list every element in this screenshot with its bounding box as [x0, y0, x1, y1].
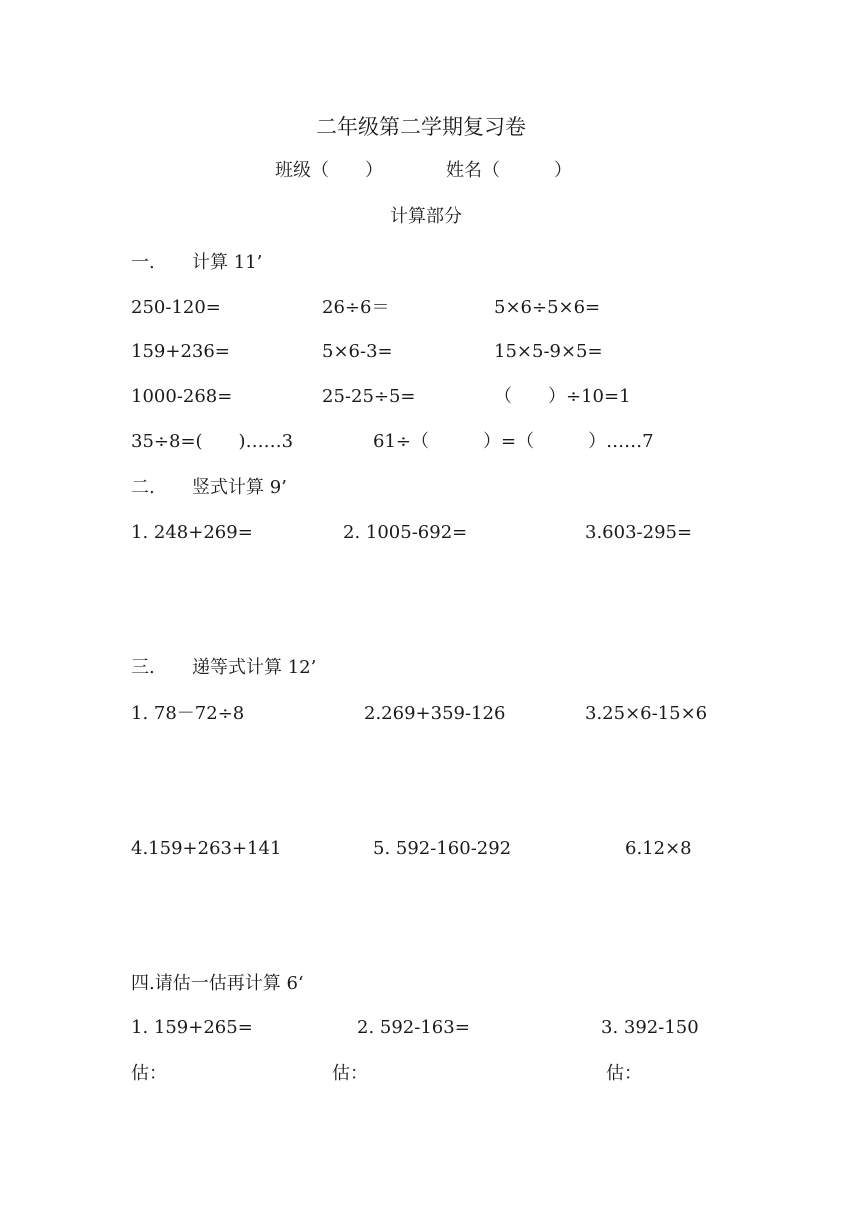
problem: 3. 392-150	[601, 1017, 699, 1038]
part-title: 计算部分	[390, 206, 462, 227]
problem: 1. 78－72÷8	[131, 703, 245, 724]
problem: 35÷8=( )……3	[131, 431, 294, 452]
section-2-number: 二.	[131, 477, 155, 498]
problem: 61÷（ ）=（ ）……7	[373, 431, 654, 452]
section-3-heading: 递等式计算 12’	[192, 657, 317, 678]
problem: 1. 159+265=	[131, 1017, 253, 1038]
problem: 5×6÷5×6=	[494, 297, 601, 318]
problem: （ ）÷10=1	[494, 386, 631, 407]
class-field: 班级（ ）	[275, 160, 383, 181]
problem: 3.25×6-15×6	[585, 703, 708, 724]
section-1-heading: 计算 11’	[192, 252, 263, 273]
section-3-number: 三.	[131, 657, 155, 678]
section-4-heading: 四.请估一估再计算 6‘	[131, 973, 304, 994]
problem: 3.603-295=	[585, 522, 693, 543]
problem: 5×6-3=	[322, 341, 393, 362]
section-2-heading: 竖式计算 9’	[192, 477, 287, 498]
problem: 2. 592-163=	[357, 1017, 470, 1038]
problem: 6.12×8	[625, 838, 692, 859]
page-title: 二年级第二学期复习卷	[316, 115, 526, 139]
problem: 1. 248+269=	[131, 522, 253, 543]
estimate-label: 估：	[332, 1063, 368, 1084]
name-field: 姓名（ ）	[446, 160, 572, 181]
section-1-number: 一.	[131, 252, 155, 273]
problem: 1000-268=	[131, 386, 233, 407]
problem: 2.269+359-126	[364, 703, 506, 724]
problem: 159+236=	[131, 341, 230, 362]
estimate-label: 估：	[131, 1063, 167, 1084]
problem: 250-120=	[131, 297, 221, 318]
estimate-label: 估：	[606, 1063, 642, 1084]
problem: 5. 592-160-292	[373, 838, 512, 859]
problem: 25-25÷5=	[322, 386, 416, 407]
problem: 26÷6＝	[322, 297, 390, 318]
problem: 15×5-9×5=	[494, 341, 603, 362]
problem: 2. 1005-692=	[343, 522, 468, 543]
problem: 4.159+263+141	[131, 838, 282, 859]
